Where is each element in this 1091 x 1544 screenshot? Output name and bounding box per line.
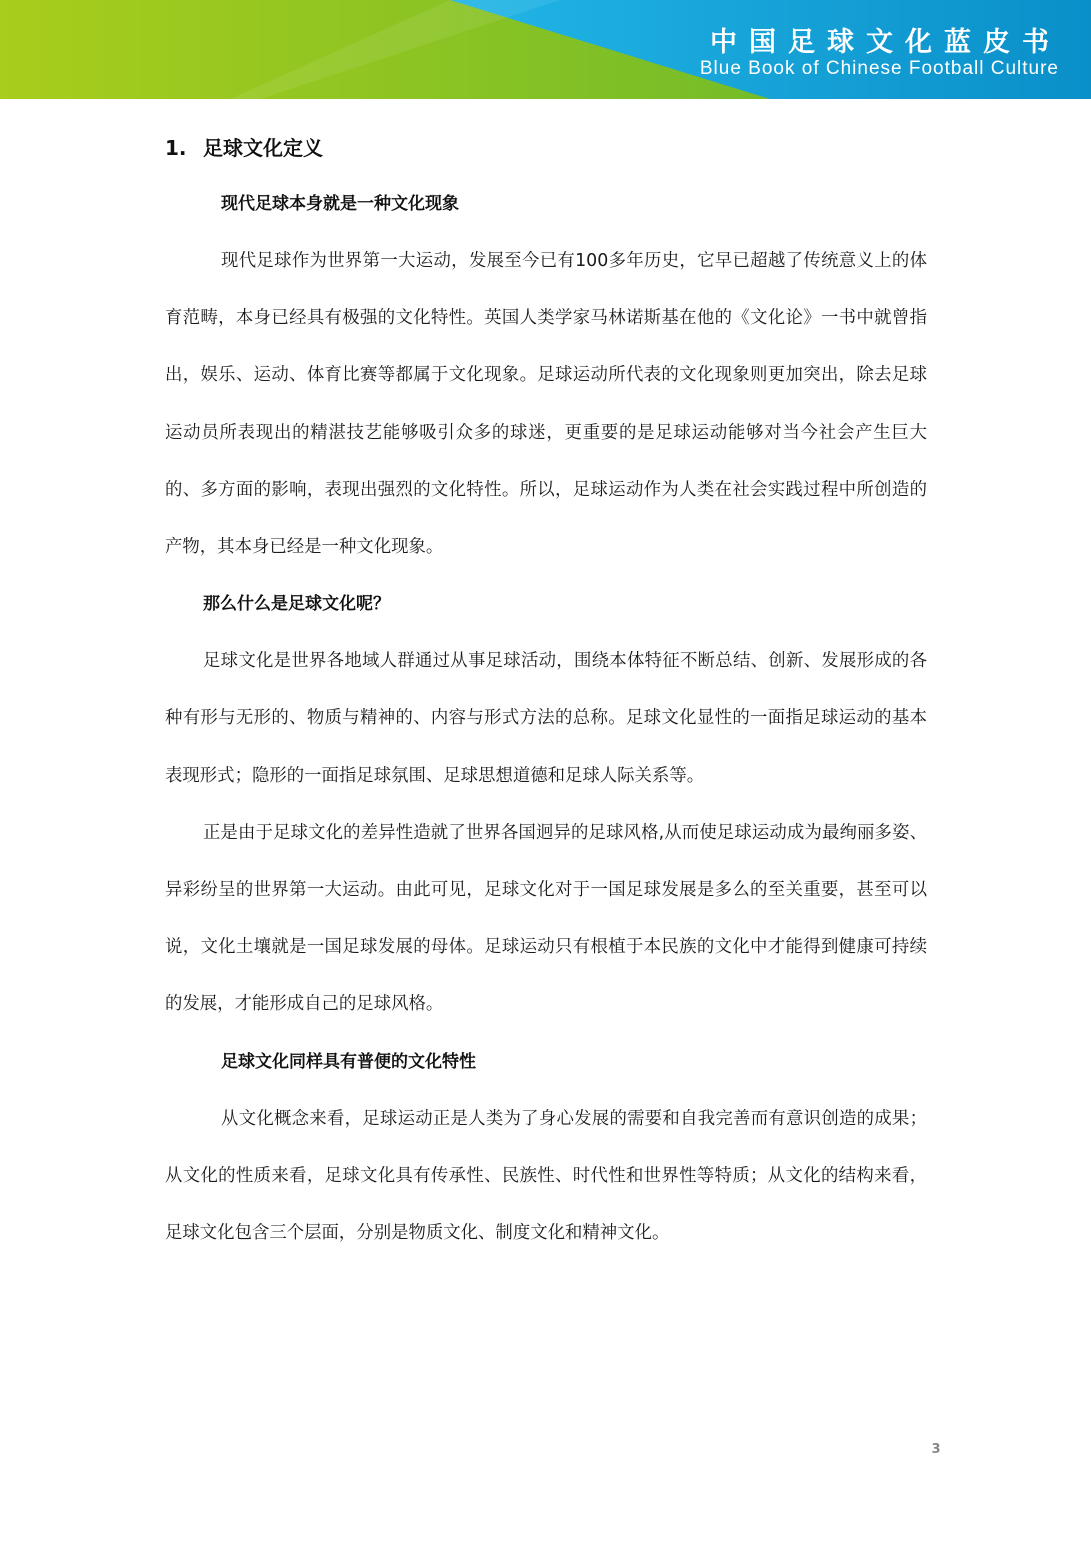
section-heading [165, 120, 927, 176]
section-number: 1. [165, 136, 187, 160]
paragraph-definition: 足球文化是世界各地域人群通过从事足球活动，围绕本体特征不断总结、创新、发展形成的各种有形与无形的、物质与精神的、内容与形式方法的总称。足球文化显性的一面指足球运动的基本表现形式；隐形的一面指足球氛围、足球思想道德和足球人际关系等。 [165, 651, 927, 786]
paragraph-culture-traits: 从文化概念来看，足球运动正是人类为了身心发展的需要和自我完善而有意识创造的成果；从文化的性质来看，足球文化具有传承性、民族性、时代性和世界性等特质；从文化的结构来看，足球文化包含三个层面，分别是物质文化、制度文化和精神文化。 [165, 1108, 927, 1244]
header-banner [0, 0, 1091, 99]
header-title-en: Blue Book of Chinese Football Culture [699, 58, 1059, 79]
header-title-cn: 中国足球文化蓝皮书 [710, 27, 1061, 58]
subheading-what-is-football-culture: 那么什么是足球文化呢？ [203, 594, 390, 615]
paragraph-diversity: 正是由于足球文化的差异性造就了世界各国迥异的足球风格,从而使足球运动成为最绚丽多姿、异彩纷呈的世界第一大运动。由此可见，足球文化对于一国足球发展是多么的至关重要，甚至可以说，文化土壤就是一国足球发展的母体。足球运动只有根植于本民族的文化中才能得到健康可持续的发展，才能形成自己的足球风格。 [165, 822, 927, 1015]
subheading-modern-football: 现代足球本身就是一种文化现象 [221, 194, 459, 214]
document-body [165, 120, 927, 1262]
subheading-universal-traits: 足球文化同样具有普便的文化特性 [221, 1051, 476, 1072]
page-number: 3 [931, 1442, 941, 1457]
paragraph-modern-football: 现代足球作为世界第一大运动，发展至今已有100多年历史，它早已超越了传统意义上的体育范畴，本身已经具有极强的文化特性。英国人类学家马林诺斯基在他的《文化论》一书中就曾指出，娱乐、运动、体育比赛等都属于文化现象。足球运动所代表的文化现象则更加突出，除去足球运动员所表现出的精湛技艺能够吸引众多的球迷，更重要的是足球运动能够对当今社会产生巨大的、多方面的影响，表现出强烈的文化特性。所以，足球运动作为人类在社会实践过程中所创造的产物，其本身已经是一种文化现象。 [165, 251, 927, 558]
section-title: 足球文化定义 [203, 136, 323, 160]
